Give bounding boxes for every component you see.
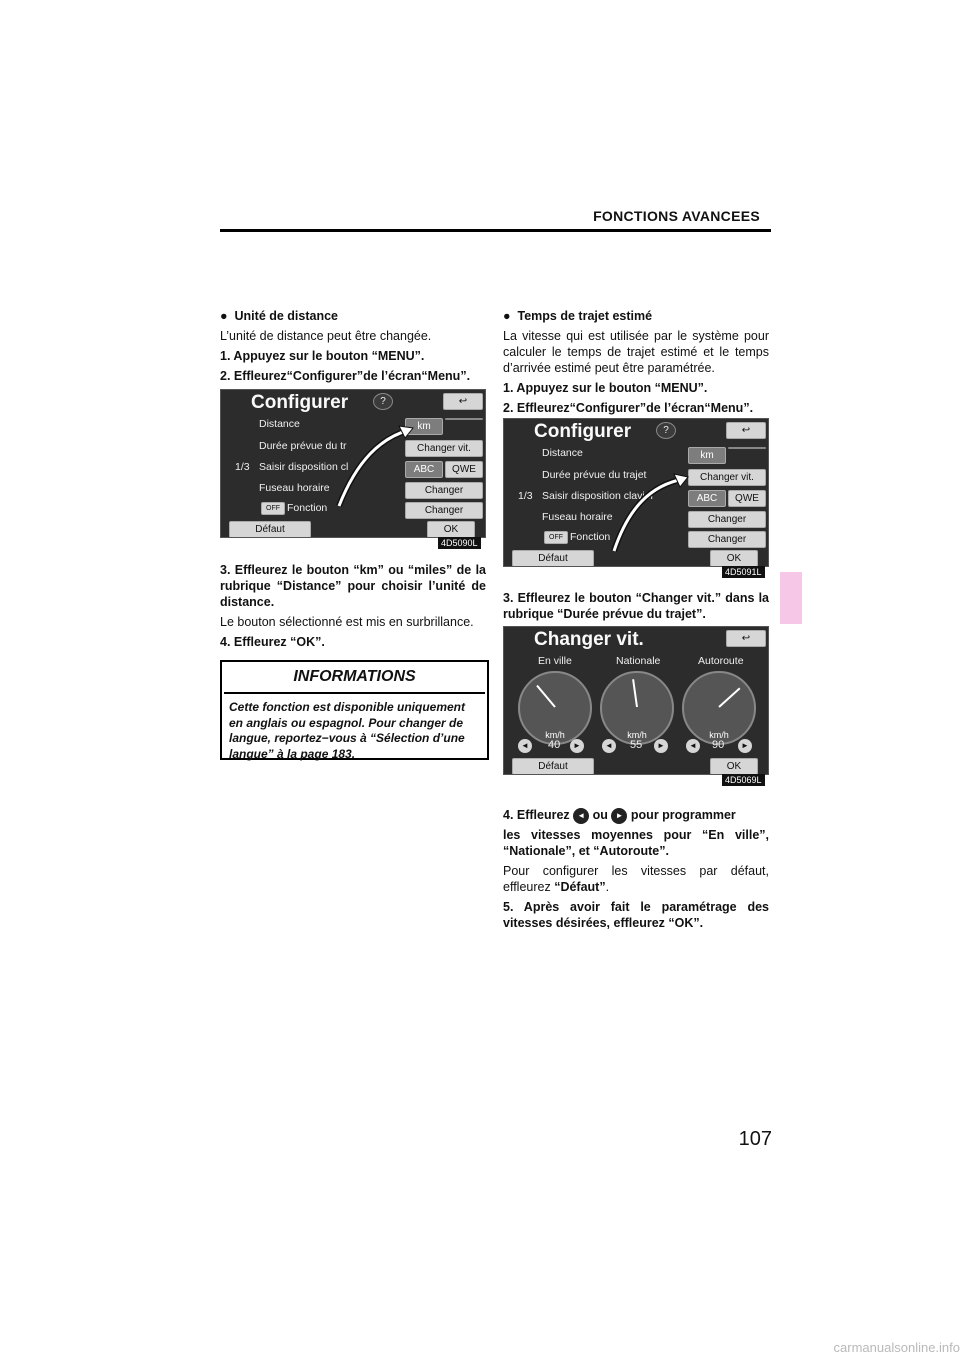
speed-screen-title: Changer vit. xyxy=(534,629,644,650)
qwe-button[interactable]: QWE xyxy=(445,461,483,478)
configure-screen-2 xyxy=(503,418,769,567)
back-icon[interactable]: ↩ xyxy=(726,422,766,439)
row-distance: Distance xyxy=(259,418,300,430)
screen-title: Configurer xyxy=(534,421,632,442)
km-button[interactable]: km xyxy=(688,447,726,464)
right-step2: 2. Effleurez“Configurer”de l’écran“Menu”. xyxy=(503,401,754,415)
right-default-note: Pour configurer les vitesses par défaut, effleurez “Défaut”. xyxy=(503,864,769,894)
left-step3: 3. Effleurez le bouton “km” ou “miles” de la rubrique “Distance” pour choisir l’unité de distance. xyxy=(220,563,486,609)
off-badge: OFF xyxy=(261,502,285,515)
help-button[interactable]: ? xyxy=(656,422,676,439)
changer-button-fonction[interactable]: Changer xyxy=(688,531,766,548)
page-indicator: 1/3 xyxy=(235,461,250,473)
gauge-needle xyxy=(718,688,740,708)
label-en-ville: En ville xyxy=(538,655,572,667)
row-fonction: Fonction xyxy=(570,531,611,543)
right-lower-block xyxy=(503,805,769,931)
ok-button[interactable]: OK xyxy=(427,521,475,538)
row-fonction: Fonction xyxy=(287,502,328,514)
speed-autoroute: 90 xyxy=(712,739,725,751)
info-rule xyxy=(224,692,485,694)
row-fuseau: Fuseau horaire xyxy=(542,511,613,523)
left-column-2 xyxy=(220,562,486,650)
gauge-needle xyxy=(632,679,638,707)
defaut-button[interactable]: Défaut xyxy=(512,550,594,567)
row-clavier: Saisir disposition clavier xyxy=(542,490,655,502)
changer-button-fuseau[interactable]: Changer xyxy=(688,511,766,528)
figure-code: 4D5090L xyxy=(438,537,481,549)
screen-title: Configurer xyxy=(251,392,349,413)
figure-code: 4D5069L xyxy=(722,774,765,786)
speed-nationale: 55 xyxy=(630,739,643,751)
right-step4-cont: les vitesses moyennes pour “En ville”, “Nationale”, et “Autoroute”. xyxy=(503,828,769,858)
right-step4: 4. Effleurez ◄ ou ► pour programmer xyxy=(503,808,736,822)
abc-button[interactable]: ABC xyxy=(405,461,443,478)
km-button[interactable]: km xyxy=(405,418,443,435)
pointer-arrow-icon xyxy=(221,390,485,537)
right-step3-block xyxy=(503,590,769,622)
speed-en-ville: 40 xyxy=(548,739,561,751)
speed-screen xyxy=(503,626,769,775)
right-step1: 1. Appuyez sur le bouton “MENU”. xyxy=(503,381,708,395)
info-title: INFORMATIONS xyxy=(293,668,416,685)
section-side-tab xyxy=(780,572,802,624)
gauge-nationale xyxy=(600,671,674,745)
changer-button-fuseau[interactable]: Changer xyxy=(405,482,483,499)
right-intro: La vitesse qui est utilisée par le système pour calculer le temps de trajet estimé et le temps d’arrivée estimé peut être paramétrée. xyxy=(503,329,769,375)
off-badge: OFF xyxy=(544,531,568,544)
page-indicator: 1/3 xyxy=(518,490,533,502)
increase-en-ville-button[interactable]: ► xyxy=(570,739,584,753)
header-rule xyxy=(220,229,771,232)
figure-code: 4D5091L xyxy=(722,566,765,578)
increase-autoroute-button[interactable]: ► xyxy=(738,739,752,753)
help-button[interactable]: ? xyxy=(373,393,393,410)
left-note: Le bouton sélectionné est mis en surbrillance. xyxy=(220,615,474,629)
defaut-button[interactable]: Défaut xyxy=(229,521,311,538)
pointer-arrow-icon xyxy=(504,419,768,566)
decrease-nationale-button[interactable]: ◄ xyxy=(602,739,616,753)
gauge-needle xyxy=(536,685,556,708)
left-intro: L’unité de distance peut être changée. xyxy=(220,329,432,343)
row-distance: Distance xyxy=(542,447,583,459)
label-nationale: Nationale xyxy=(616,655,661,667)
row-duree: Durée prévue du trajet xyxy=(542,469,647,481)
back-icon[interactable]: ↩ xyxy=(443,393,483,410)
qwe-button[interactable]: QWE xyxy=(728,490,766,507)
arrow-left-icon: ◄ xyxy=(573,808,589,824)
info-text: Cette fonction est disponible uniquement en anglais ou espagnol. Pour changer de langue, reportez−vous à “Sélection d’une langue” à la page 183. xyxy=(229,700,466,761)
right-heading: ● Temps de trajet estimé xyxy=(503,309,653,323)
right-step3: 3. Effleurez le bouton “Changer vit.” dans la rubrique “Durée prévue du trajet”. xyxy=(503,591,769,621)
left-column xyxy=(220,308,486,384)
row-fuseau: Fuseau horaire xyxy=(259,482,330,494)
defaut-button[interactable]: Défaut xyxy=(512,758,594,775)
left-heading: ● Unité de distance xyxy=(220,309,339,323)
left-step1: 1. Appuyez sur le bouton “MENU”. xyxy=(220,349,425,363)
decrease-en-ville-button[interactable]: ◄ xyxy=(518,739,532,753)
increase-nationale-button[interactable]: ► xyxy=(654,739,668,753)
changer-vit-button[interactable]: Changer vit. xyxy=(688,469,766,486)
abc-button[interactable]: ABC xyxy=(688,490,726,507)
unit-label: km/h xyxy=(709,730,729,740)
info-box xyxy=(220,660,489,760)
right-step5: 5. Après avoir fait le paramétrage des vitesses désirées, effleurez “OK”. xyxy=(503,900,769,930)
ok-button[interactable]: OK xyxy=(710,550,758,567)
row-duree: Durée prévue du tr xyxy=(259,440,347,452)
changer-button-fonction[interactable]: Changer xyxy=(405,502,483,519)
configure-screen-1 xyxy=(220,389,486,538)
gauge-en-ville xyxy=(518,671,592,745)
unit-label: km/h xyxy=(627,730,647,740)
row-clavier: Saisir disposition cl xyxy=(259,461,349,473)
ok-button[interactable]: OK xyxy=(710,758,758,775)
changer-vit-button[interactable]: Changer vit. xyxy=(405,440,483,457)
unit-label: km/h xyxy=(545,730,565,740)
right-column xyxy=(503,308,769,416)
label-autoroute: Autoroute xyxy=(698,655,744,667)
page-number: 107 xyxy=(738,1128,772,1150)
section-title: FONCTIONS AVANCEES xyxy=(593,208,760,224)
gauge-autoroute xyxy=(682,671,756,745)
back-icon[interactable]: ↩ xyxy=(726,630,766,647)
decrease-autoroute-button[interactable]: ◄ xyxy=(686,739,700,753)
left-step2: 2. Effleurez“Configurer”de l’écran“Menu”. xyxy=(220,369,471,383)
left-step4: 4. Effleurez “OK”. xyxy=(220,635,325,649)
arrow-right-icon: ► xyxy=(611,808,627,824)
watermark: carmanualsonline.info xyxy=(833,1340,960,1355)
